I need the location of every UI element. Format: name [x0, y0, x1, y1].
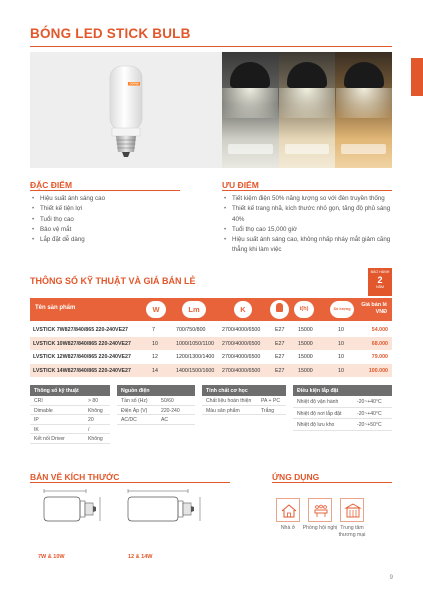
bulb-base-icon [270, 300, 289, 319]
warranty-badge-unit: NĂM [376, 285, 384, 289]
svg-text:OSRAM: OSRAM [129, 82, 139, 86]
installation-conditions-table [293, 385, 392, 431]
list-item: • Lắp đặt dễ dàng [30, 235, 190, 245]
photo-warm-white [335, 52, 392, 168]
drawing-label-small: 7W & 10W [38, 554, 65, 560]
pendant-lamp-icon [344, 62, 384, 88]
dimension-drawing-large [118, 487, 213, 539]
advantages-list [222, 194, 394, 256]
table-row: Nhiệt độ lưu kho -20~+50°C [293, 419, 392, 431]
lumen-icon: Lm [182, 301, 206, 318]
warranty-badge-caption: BẢO HÀNH [370, 270, 390, 274]
table-row: AC/DC AC [117, 415, 195, 425]
table-row: LVSTICK 10W827/840/865 220-240VE27 10 1000/1050/1100 2700/4000/6500 E27 15000 10 68.000 [30, 337, 392, 351]
side-tab-marker [411, 58, 423, 96]
table-row: Nhiệt độ nơi lắp đặt -20~+40°C [293, 408, 392, 420]
column-price: Giá bán lẻ VNĐ [361, 302, 387, 315]
pendant-lamp-icon [230, 62, 270, 88]
table-row: Màu sản phẩm Trắng [202, 406, 286, 416]
list-item: • Hiệu suất ánh sáng cao [30, 194, 190, 204]
column-product-name: Tên sản phẩm [35, 305, 76, 311]
power-supply-heading: Nguồn điện [117, 385, 195, 396]
advantages-divider [222, 190, 392, 191]
meeting-room-icon [308, 498, 332, 522]
table-row: LVSTICK 12W827/840/865 220-240VE27 12 1200/1300/1400 2700/4000/6500 E27 15000 10 79.000 [33, 354, 388, 360]
stick-bulb-illustration [30, 52, 222, 168]
application-label-mall: Trung tâm thương mại [338, 525, 366, 538]
table-row: CRI > 80 [30, 396, 110, 406]
features-divider [30, 190, 180, 191]
advantages-heading: ƯU ĐIỂM [222, 180, 259, 190]
pendant-lamp-icon [287, 62, 327, 88]
applications-heading: ỨNG DỤNG [272, 472, 320, 482]
list-item: • Hiệu suất ánh sáng cao, không nhấp nháy mắt giảm căng thẳng khi làm việc [222, 235, 394, 256]
warranty-badge-number: 2 [377, 275, 383, 285]
shopping-mall-icon [340, 498, 364, 522]
list-item: • Thiết kế tiện lợi [30, 204, 190, 214]
table-row: Điện Áp (V) 220-240 [117, 406, 195, 416]
table-row: Dimable Không [30, 406, 110, 416]
drawing-label-large: 12 & 14W [128, 554, 153, 560]
spec-section-heading: THÔNG SỐ KỸ THUẬT VÀ GIÁ BÁN LẺ [30, 276, 196, 286]
list-item: • Tiết kiệm điện 50% năng lượng so với đèn truyền thống [222, 194, 394, 204]
photo-cool-daylight [222, 52, 279, 168]
table-row: Kết nối Driver Không [30, 434, 110, 444]
product-image [30, 52, 222, 168]
warranty-badge [368, 268, 392, 296]
quantity-icon: Số lượng [330, 301, 354, 318]
photo-neutral-white [279, 52, 336, 168]
installation-conditions-heading: Điều kiện lắp đặt [293, 385, 392, 396]
watt-icon: W [146, 301, 166, 318]
lifetime-icon: t(h) [294, 301, 314, 318]
list-item: • Tuổi thọ cao [30, 215, 190, 225]
features-list [30, 194, 190, 245]
mechanical-properties-table [202, 385, 286, 415]
spec-table-header [30, 298, 392, 321]
power-supply-table [117, 385, 195, 425]
table-row: LVSTICK 14W827/840/865 220-240VE27 14 1400/1500/1600 2700/4000/6500 E27 15000 10 100.000 [30, 364, 392, 378]
list-item: • Tuổi thọ cao 15,000 giờ [222, 225, 394, 235]
table-row: IP 20 [30, 415, 110, 425]
dimension-drawing-small [30, 487, 110, 539]
page-number: 9 [389, 575, 393, 581]
table-row: Nhiệt độ vận hành -20~+40°C [293, 396, 392, 408]
application-label-meeting-room: Phòng hội nghị [302, 525, 338, 531]
title-divider [30, 46, 392, 47]
table-row: IK / [30, 425, 110, 435]
technical-specs-heading: Thông số kỹ thuật [30, 385, 110, 396]
mechanical-properties-heading: Tính chất cơ học [202, 385, 286, 396]
spec-table-body [30, 323, 392, 377]
page-title: BÓNG LED STICK BULB [30, 26, 191, 41]
technical-specs-table [30, 385, 110, 444]
application-label-home: Nhà ở [280, 525, 296, 531]
ambient-photo-strip [222, 52, 392, 168]
dimension-drawing-heading: BẢN VẼ KÍCH THƯỚC [30, 472, 120, 482]
table-row: Tần số (Hz) 50/60 [117, 396, 195, 406]
features-heading: ĐẶC ĐIỂM [30, 180, 73, 190]
table-row: LVSTICK 7W827/840/865 220-240VE27 7 700/750/800 2700/4000/6500 E27 15000 10 54.000 [33, 327, 388, 333]
applications-divider [272, 482, 392, 483]
osram-logo [128, 82, 140, 86]
table-row: Chất liệu hoàn thiện PA + PC [202, 396, 286, 406]
list-item: • Bảo vệ mắt [30, 225, 190, 235]
dimension-drawing-divider [30, 482, 230, 483]
kelvin-icon: K [234, 301, 252, 318]
list-item: • Thiết kế trang nhã, kích thước nhỏ gọn, tăng độ phủ sáng 40% [222, 204, 394, 225]
house-icon [276, 498, 300, 522]
